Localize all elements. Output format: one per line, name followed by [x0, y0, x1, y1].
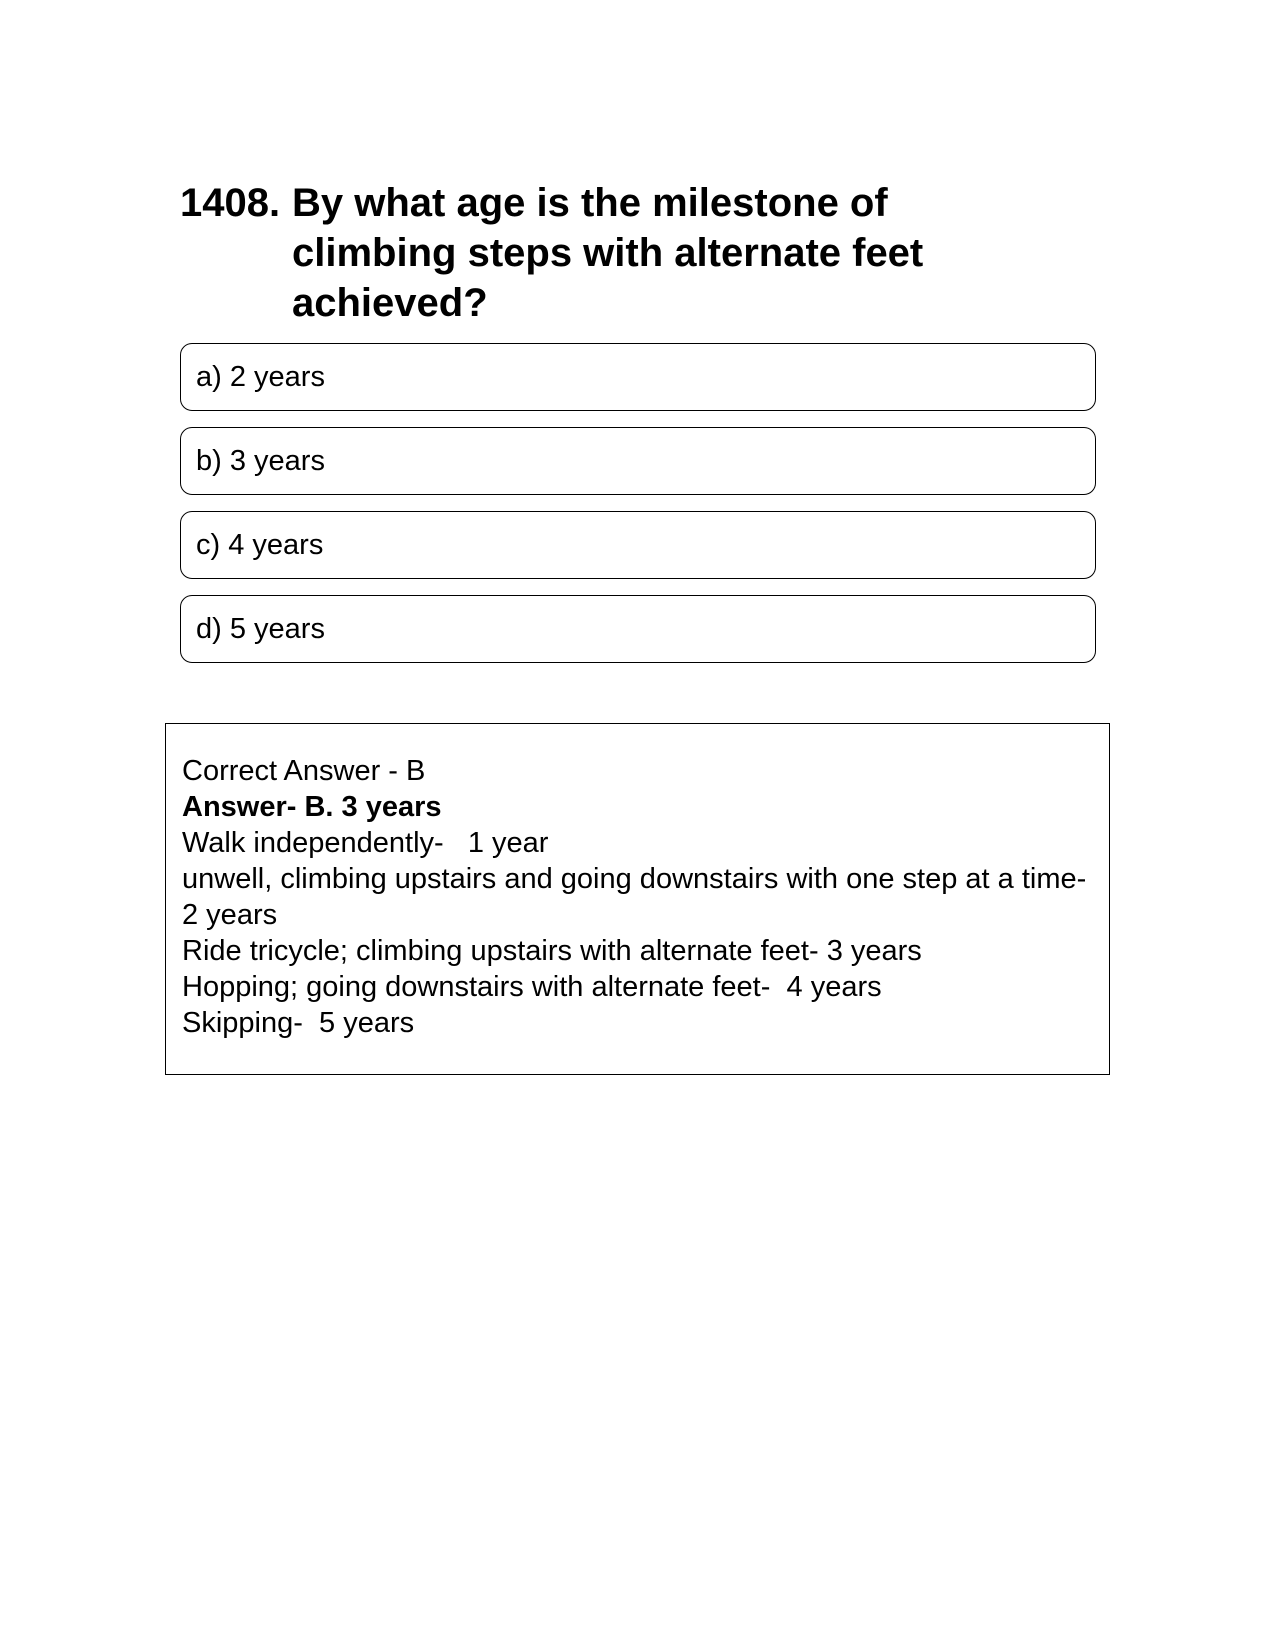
option-a[interactable]: a) 2 years [180, 343, 1096, 411]
option-d[interactable]: d) 5 years [180, 595, 1096, 663]
question-text: By what age is the milestone of climbing steps with alternate feet achieved? [292, 181, 924, 325]
correct-answer-line: Correct Answer - B [182, 755, 426, 787]
question-number: 1408. [180, 181, 281, 225]
option-b[interactable]: b) 3 years [180, 427, 1096, 495]
options-list [180, 343, 1096, 679]
explanation-line: Skipping- 5 years [182, 1007, 415, 1039]
question [180, 178, 980, 328]
answer-explanation-box [165, 723, 1110, 1075]
explanation-line: Walk independently- 1 year [182, 827, 549, 859]
option-c[interactable]: c) 4 years [180, 511, 1096, 579]
answer-heading: Answer- B. 3 years [182, 791, 442, 823]
explanation-line: Ride tricycle; climbing upstairs with alternate feet- 3 years [182, 935, 922, 967]
explanation-line: Hopping; going downstairs with alternate feet- 4 years [182, 971, 882, 1003]
explanation-line: unwell, climbing upstairs and going downstairs with one step at a time- 2 years [182, 863, 1087, 931]
